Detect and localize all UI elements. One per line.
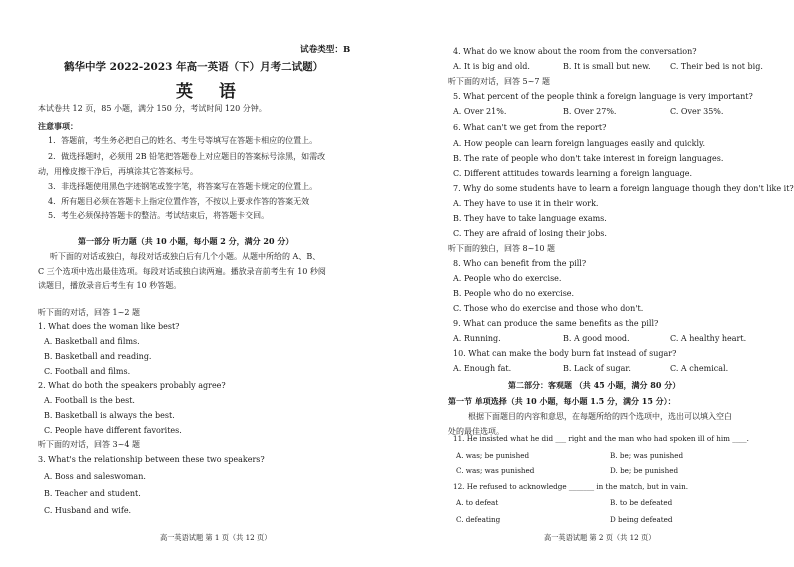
option: B. Basketball and reading. xyxy=(44,352,152,361)
question: 3. What's the relationship between these two speakers? xyxy=(38,455,265,464)
dialogue-instruction: 听下面的独白，回答 8~10 题 xyxy=(448,244,556,253)
page-footer: 高一英语试题 第 2 页（共 12 页） xyxy=(544,533,656,542)
option: A. Running. xyxy=(453,334,501,343)
option: C. defeating xyxy=(456,515,501,524)
option: C. Football and films. xyxy=(44,367,131,376)
question: 4. What do we know about the room from the conversation? xyxy=(453,47,697,56)
option: A. Enough fat. xyxy=(453,364,512,373)
option: C. A chemical. xyxy=(670,364,729,373)
question: 1. What does the woman like best? xyxy=(38,322,180,331)
option: A. People who do exercise. xyxy=(453,274,562,283)
dialogue-instruction: 听下面的对话，回答 5~7 题 xyxy=(448,77,550,86)
question: 7. Why do some students have to learn a foreign language though they don't like it? xyxy=(453,184,794,193)
option: C. Different attitudes towards learning a foreign language. xyxy=(453,169,693,178)
option: C. was; was punished xyxy=(456,466,535,475)
option: B. It is small but new. xyxy=(563,62,651,71)
notice-item: 4．所有题目必须在答题卡上指定位置作答，不按以上要求作答的答案无效 xyxy=(48,197,310,206)
option: D. be; be punished xyxy=(610,466,679,475)
section1-desc: 根据下面题目的内容和意思，在每题所给的四个选项中，选出可以填入空白 xyxy=(468,412,732,421)
question: 12. He refused to acknowledge _______ in the match, but in vain. xyxy=(453,482,688,491)
option: D being defeated xyxy=(610,515,673,524)
option: A. They have to use it in their work. xyxy=(453,199,599,208)
exam-title: 鹤华中学 2022-2023 年高一英语（下）月考二试题） xyxy=(64,61,324,73)
notice-item: 3．非选择题使用黑色字迹钢笔或签字笔，将答案写在答题卡规定的位置上。 xyxy=(48,182,318,191)
option: A. It is big and old. xyxy=(453,62,530,71)
option: C. Those who do exercise and those who don't. xyxy=(453,304,644,313)
question: 6. What can't we get from the report? xyxy=(453,123,607,132)
option: A. Basketball and films. xyxy=(44,337,140,346)
question: 9. What can produce the same benefits as the pill? xyxy=(453,319,659,328)
option: B. Over 27%. xyxy=(563,107,617,116)
option: B. People who do no exercise. xyxy=(453,289,575,298)
dialogue-instruction: 听下面的对话，回答 3~4 题 xyxy=(38,440,140,449)
option: B. Basketball is always the best. xyxy=(44,411,175,420)
option: C. Over 35%. xyxy=(670,107,724,116)
option: B. be; was punished xyxy=(610,451,684,460)
notice-item: 动，用橡皮擦干净后，再填涂其它答案标号。 xyxy=(38,167,198,176)
part1-heading: 第一部分 听力题（共 10 小题，每小题 2 分，满分 20 分） xyxy=(78,236,294,246)
option: A. Boss and saleswoman. xyxy=(44,472,146,481)
part1-desc: C 三个选项中选出最佳选项。每段对话或独白读两遍。播放录音前考生有 10 秒阅 xyxy=(38,267,326,276)
question: 2. What do both the speakers probably agree? xyxy=(38,381,226,390)
option: C. People have different favorites. xyxy=(44,426,182,435)
option: A. Football is the best. xyxy=(44,396,135,405)
notice-heading: 注意事项： xyxy=(38,121,78,131)
notice-item: 1．答题前，考生务必把自己的姓名、考生号等填写在答题卡相应的位置上。 xyxy=(48,136,318,145)
option: A. to defeat xyxy=(456,498,499,507)
part1-desc: 读题目，播放录音后考生有 10 秒答题。 xyxy=(38,281,182,290)
page-footer: 高一英语试题 第 1 页（共 12 页） xyxy=(160,533,272,542)
option: B. They have to take language exams. xyxy=(453,214,607,223)
option: B. to be defeated xyxy=(610,498,673,507)
option: C. Husband and wife. xyxy=(44,506,132,515)
section1-desc: 处的最佳选项。 xyxy=(448,427,504,436)
option: A. Over 21%. xyxy=(453,107,507,116)
part1-desc: 听下面的对话或独白，每段对话或独白后有几个小题。从题中所给的 A、B、 xyxy=(50,252,321,261)
option: C. They are afraid of losing their jobs. xyxy=(453,229,607,238)
option: B. A good mood. xyxy=(563,334,630,343)
paper-type: 试卷类型：B xyxy=(300,45,351,55)
part2-heading: 第二部分：客观题 （共 45 小题，满分 80 分） xyxy=(508,380,681,390)
question: 10. What can make the body burn fat instead of sugar? xyxy=(453,349,677,358)
subject-title: 英 语 xyxy=(176,82,246,102)
option: C. A healthy heart. xyxy=(670,334,747,343)
question: 8. Who can benefit from the pill? xyxy=(453,259,587,268)
option: B. Teacher and student. xyxy=(44,489,141,498)
page-2 xyxy=(408,0,794,567)
section1-heading: 第一节 单项选择（共 10 小题，每小题 1.5 分，满分 15 分）： xyxy=(448,396,676,406)
option: A. How people can learn foreign languages easily and quickly. xyxy=(453,139,706,148)
question: 5. What percent of the people think a foreign language is very important? xyxy=(453,92,753,101)
notice-item: 5．考生必须保持答题卡的整洁。考试结束后，将答题卡交回。 xyxy=(48,211,270,220)
dialogue-instruction: 听下面的对话，回答 1~2 题 xyxy=(38,308,140,317)
option: B. The rate of people who don't take interest in foreign languages. xyxy=(453,154,724,163)
question: 11. He insisted what he did ___ right and the man who had spoken ill of him ____. xyxy=(453,434,749,443)
option: C. Their bed is not big. xyxy=(670,62,763,71)
exam-intro: 本试卷共 12 页，85 小题，满分 150 分，考试时间 120 分钟。 xyxy=(38,104,267,113)
option: B. Lack of sugar. xyxy=(563,364,631,373)
notice-item: 2．做选择题时，必须用 2B 铅笔把答题卷上对应题目的答案标号涂黑，如需改 xyxy=(48,152,326,161)
option: A. was; be punished xyxy=(456,451,530,460)
